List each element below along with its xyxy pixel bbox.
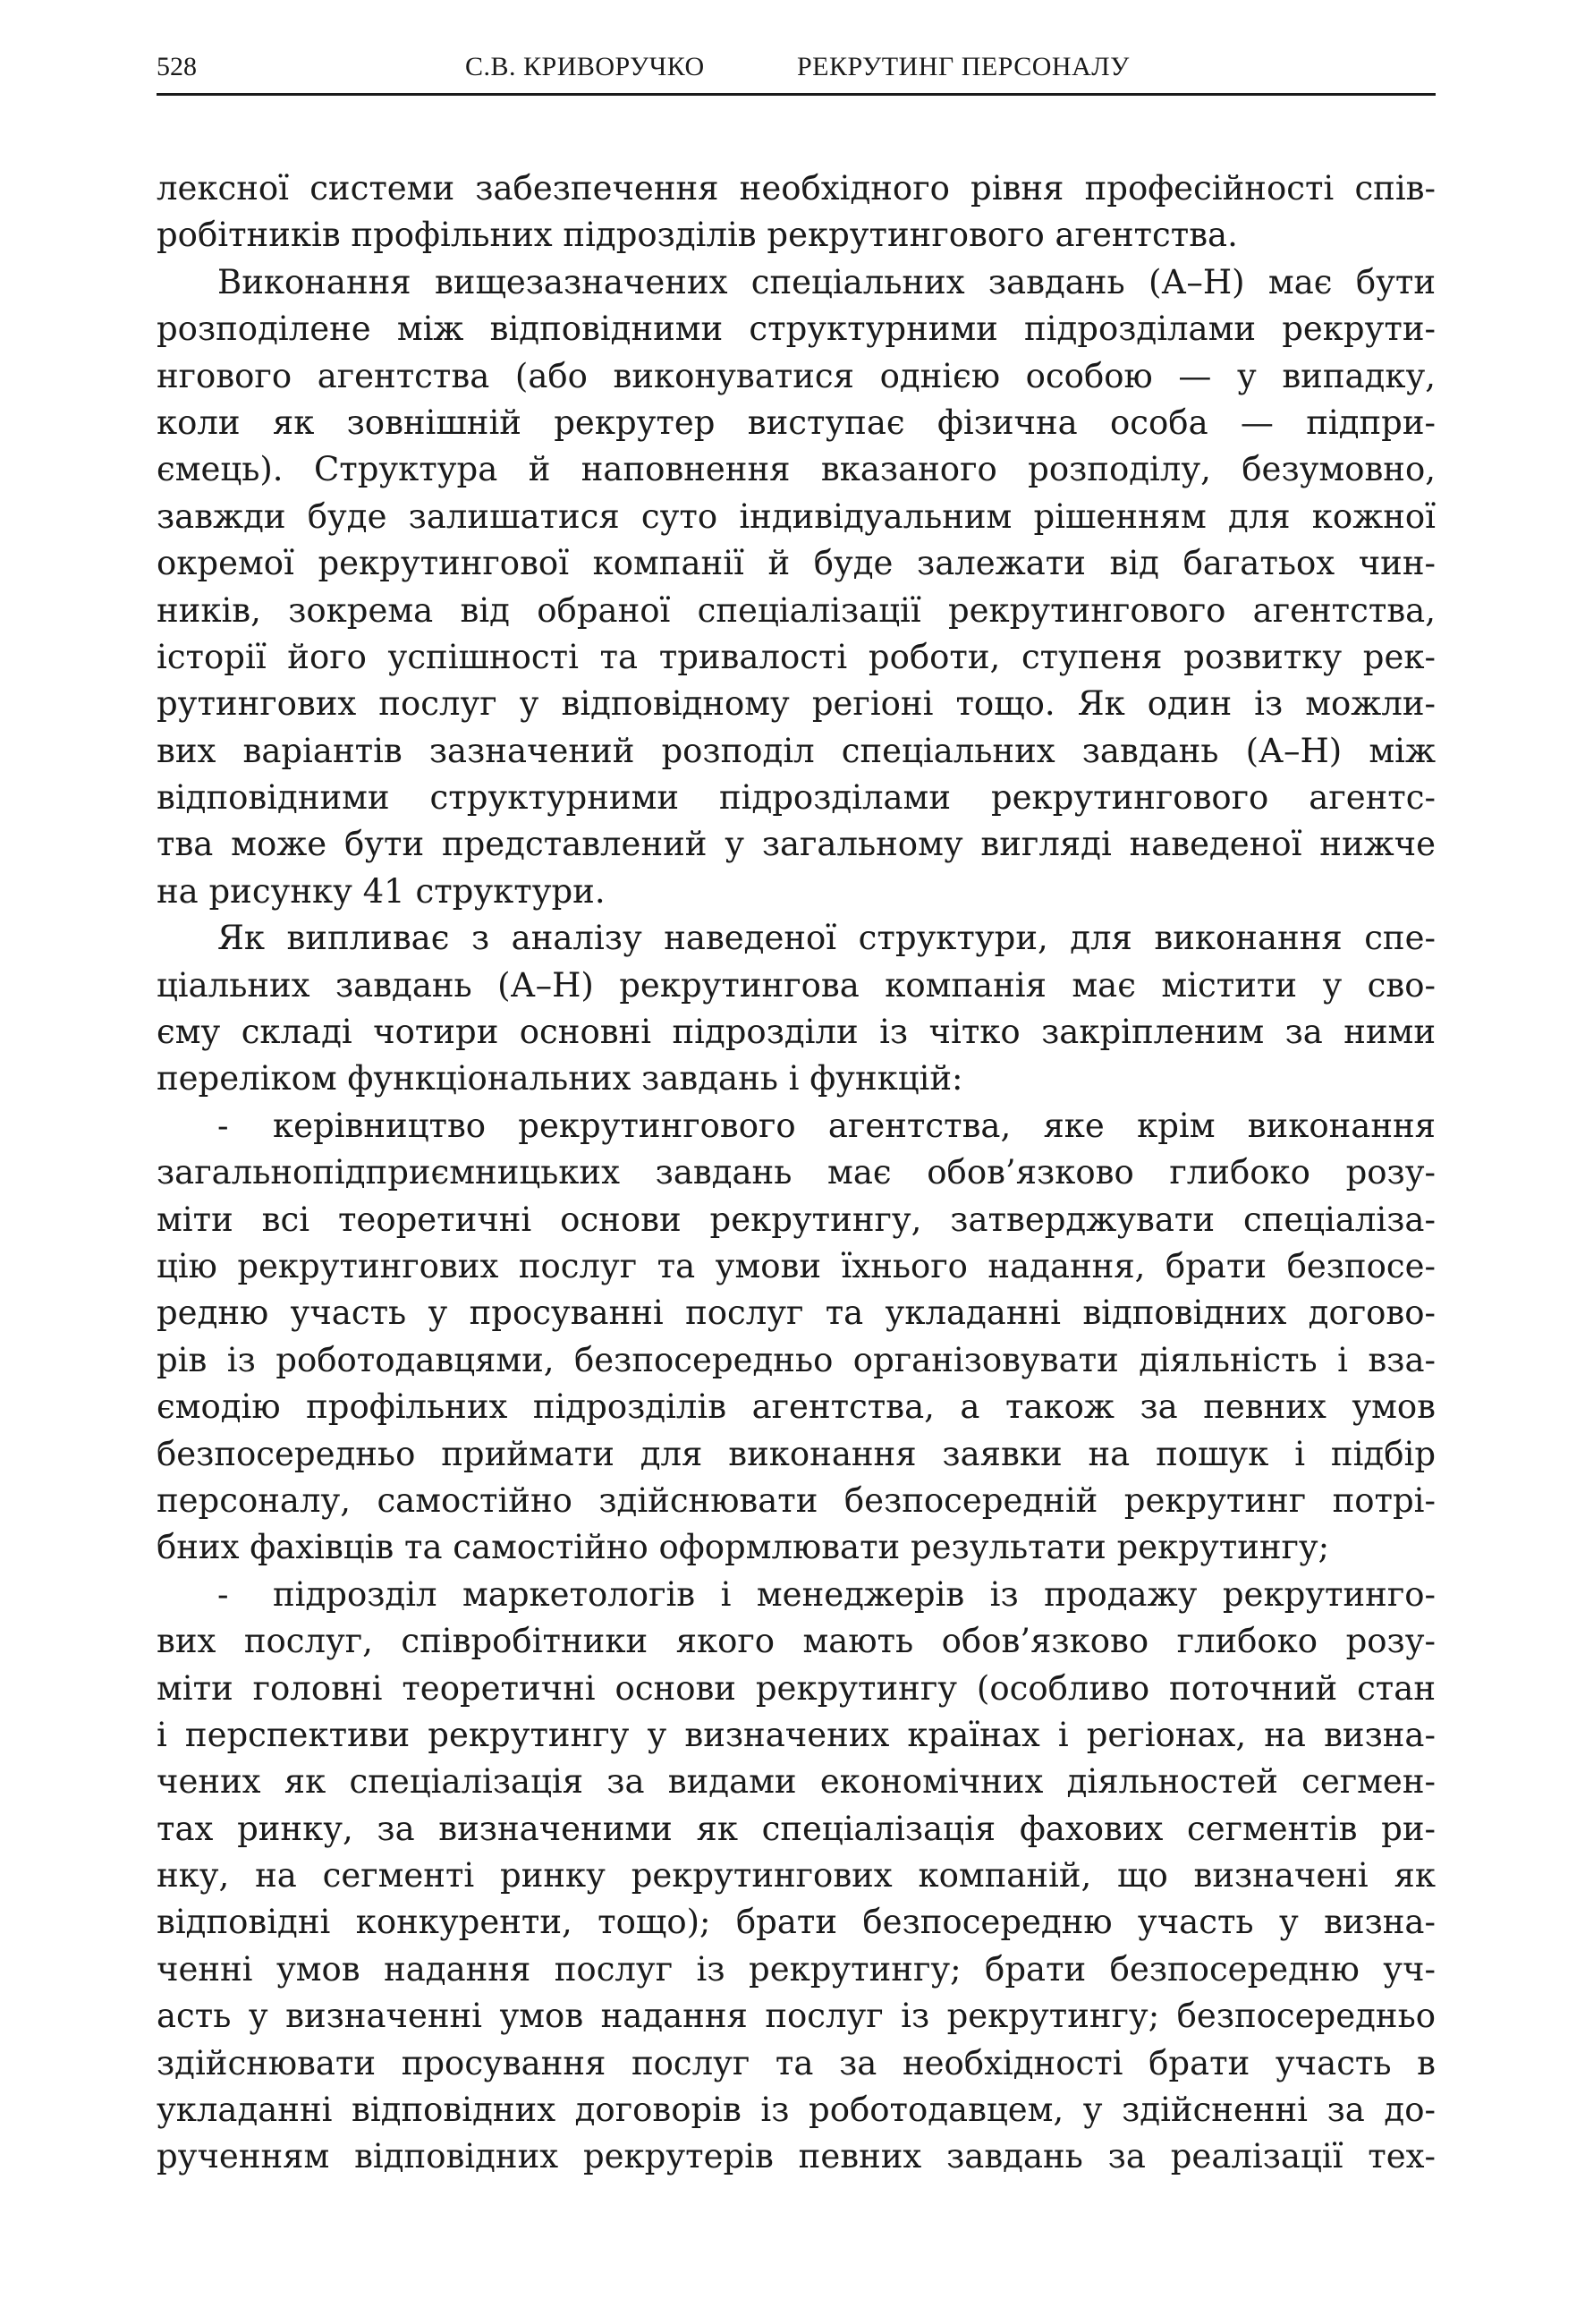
text-line: тва може бути представлений у загальному вигляді наведеної нижче [157,825,1436,864]
text-line: персоналу, самостійно здійснювати безпосередній рекрутинг потрі- [157,1480,1436,1520]
bullet-line [157,1103,1436,1149]
text-line: історії його успішності та тривалості роботи, ступеня розвитку рек- [157,637,1436,676]
text-line: ємодію профільних підрозділів агентства, а також за певних умов [157,1387,1436,1427]
text-line: рутингових послуг у відповідному регіоні тощо. Як один із можли- [157,684,1436,724]
text-line: рученням відповідних рекрутерів певних завдань за реалізації тех- [157,2137,1436,2176]
text-line: асть у визначенні умов надання послуг із рекрутингу; безпосередньо [157,1997,1436,2036]
text-line: Як випливає з аналізу наведеної структури, для виконання спе- [217,919,1436,958]
running-head-author: С.В. КРИВОРУЧКО [465,52,705,81]
body-text [157,165,1436,2181]
text-line: завжди буде залишатися суто індивідуальним рішенням для кожної [157,496,1436,536]
text-line: нгового агентства (або виконуватися однією особою — у випадку, [157,356,1436,395]
text-line: і перспективи рекрутингу у визначених країнах і регіонах, на визна- [157,1715,1436,1754]
text-line: укладанні відповідних договорів із роботодавцем, у здійсненні за до- [157,2091,1436,2130]
text-line: лексної системи забезпечення необхідного рівня професійності спів- [157,169,1436,208]
text-line: окремої рекрутингової компанії й буде залежати від багатьох чин- [157,544,1436,583]
page-header [157,52,1436,96]
text-line: вих послуг, співробітники якого мають обов’язково глибоко розу- [157,1622,1436,1661]
bullet-marker: - [217,1574,229,1614]
running-head-title: РЕКРУТИНГ ПЕРСОНАЛУ [797,52,1130,81]
text-line: відповідними структурними підрозділами рекрутингового агентс- [157,778,1436,818]
text-line: Виконання вищезазначених спеціальних завдань (А–Н) має бути [217,262,1436,301]
text-line: робітників профільних підрозділів рекрутингового агентства. [157,216,1238,255]
text-line: нку, на сегменті ринку рекрутингових компаній, що визначені як [157,1856,1436,1896]
text-line: бних фахівців та самостійно оформлювати результати рекрутингу; [157,1528,1330,1567]
text-line: рів із роботодавцями, безпосередньо організовувати діяльність і вза- [157,1340,1436,1379]
text-line: розподілене між відповідними структурними підрозділами рекрути- [157,310,1436,349]
text-line: відповідні конкуренти, тощо); брати безпосередню участь у визна- [157,1903,1436,1942]
text-line: загальнопідприємницьких завдань має обов’язково глибоко розу- [157,1153,1436,1192]
text-line: на рисунку 41 структури. [157,871,606,911]
text-line: ченні умов надання послуг із рекрутингу; брати безпосередню уч- [157,1949,1436,1989]
text-line: єму складі чотири основні підрозділи із чітко закріпленим за ними [157,1013,1436,1052]
text-line: ників, зокрема від обраної спеціалізації рекрутингового агентства, [157,590,1436,630]
text-line: міти головні теоретичні основи рекрутингу (особливо поточний стан [157,1668,1436,1708]
text-line: міти всі теоретичні основи рекрутингу, затверджувати спеціаліза- [157,1200,1436,1239]
text-line: тах ринку, за визначеними як спеціалізація фахових сегментів ри- [157,1809,1436,1848]
text-line: безпосередньо приймати для виконання заявки на пошук і підбір [157,1434,1436,1473]
text-line: коли як зовнішній рекрутер виступає фізична особа — підпри- [157,403,1436,442]
page-number: 528 [157,52,197,81]
bullet-text: керівництво рекрутингового агентства, яке крім виконання [273,1106,1436,1145]
bullet-line [157,1572,1436,1618]
bullet-marker: - [217,1106,229,1145]
text-line: вих варіантів зазначений розподіл спеціальних завдань (А–Н) між [157,731,1436,770]
bullet-text: підрозділ маркетологів і менеджерів із продажу рекрутинго- [273,1574,1436,1614]
text-line: здійснювати просування послуг та за необхідності брати участь в [157,2043,1436,2082]
text-line: редню участь у просуванні послуг та укладанні відповідних догово- [157,1293,1436,1333]
text-line: ємець). Структура й наповнення вказаного розподілу, безумовно, [157,450,1436,489]
text-line: цію рекрутингових послуг та умови їхнього надання, брати безпосе- [157,1246,1436,1285]
text-line: ціальних завдань (А–Н) рекрутингова компанія має містити у сво- [157,965,1436,1005]
text-line: чених як спеціалізація за видами економічних діяльностей сегмен- [157,1762,1436,1802]
text-line: переліком функціональних завдань і функцій: [157,1059,963,1098]
